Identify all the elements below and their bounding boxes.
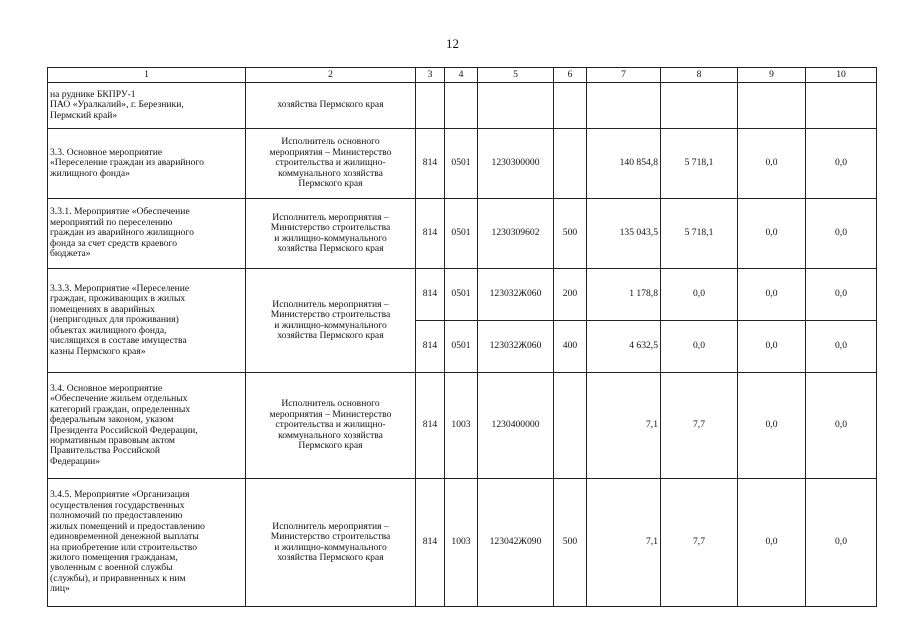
page-number: 12 xyxy=(446,36,459,51)
amount-col7: 135 043,5 xyxy=(587,199,661,269)
activity-name: 3.3.1. Мероприятие «Обеспечение мероприятий по переселению граждан из аварийного жилищного фонда за счет средств краевого бюджета» xyxy=(48,199,246,269)
column-number: 2 xyxy=(246,68,416,83)
target-article: 1230309602 xyxy=(478,199,554,269)
section-code: 0501 xyxy=(445,321,478,373)
amount-col7: 7,1 xyxy=(587,373,661,479)
column-number: 7 xyxy=(587,68,661,83)
amount-col8: 5 718,1 xyxy=(661,199,738,269)
table-row xyxy=(48,269,877,321)
activity-name: 3.3. Основное мероприятие «Переселение граждан из аварийного жилищного фонда» xyxy=(48,129,246,199)
amount-col7 xyxy=(587,83,661,129)
amount-col8: 7,7 xyxy=(661,479,738,607)
activity-name: на руднике БКПРУ-1 ПАО «Уралкалий», г. Березники, Пермский край» xyxy=(48,83,246,129)
table-row xyxy=(48,199,877,269)
admin-code: 814 xyxy=(416,479,445,607)
section-code: 0501 xyxy=(445,199,478,269)
column-number: 8 xyxy=(661,68,738,83)
executor: Исполнитель основного мероприятия – Министерство строительства и жилищно- коммунального хозяйства Пермского края xyxy=(246,373,416,479)
amount-col9: 0,0 xyxy=(738,479,806,607)
table-header-row xyxy=(48,68,877,83)
amount-col9: 0,0 xyxy=(738,199,806,269)
amount-col7: 7,1 xyxy=(587,479,661,607)
amount-col10: 0,0 xyxy=(806,321,877,373)
section-code: 0501 xyxy=(445,129,478,199)
target-article: 123032Ж060 xyxy=(478,321,554,373)
activity-name: 3.4.5. Мероприятие «Организация осуществления государственных полномочий по предоставлению жилых помещений и предоставлению единовременной денежной выплаты на приобретение или строительство жилого помещения гражданам, уволенным с военной службы (службы), и приравненных к ним лиц» xyxy=(48,479,246,607)
section-code xyxy=(445,83,478,129)
amount-col10 xyxy=(806,83,877,129)
target-article xyxy=(478,83,554,129)
amount-col10: 0,0 xyxy=(806,479,877,607)
section-code: 1003 xyxy=(445,479,478,607)
amount-col9: 0,0 xyxy=(738,129,806,199)
amount-col8: 0,0 xyxy=(661,269,738,321)
column-number: 6 xyxy=(554,68,587,83)
executor: Исполнитель основного мероприятия – Министерство строительства и жилищно- коммунального хозяйства Пермского края xyxy=(246,129,416,199)
amount-col10: 0,0 xyxy=(806,269,877,321)
amount-col9: 0,0 xyxy=(738,373,806,479)
admin-code: 814 xyxy=(416,129,445,199)
admin-code: 814 xyxy=(416,373,445,479)
expense-type: 500 xyxy=(554,479,587,607)
column-number: 5 xyxy=(478,68,554,83)
expense-type xyxy=(554,129,587,199)
target-article: 123042Ж090 xyxy=(478,479,554,607)
column-number: 9 xyxy=(738,68,806,83)
section-code: 1003 xyxy=(445,373,478,479)
executor: Исполнитель мероприятия – Министерство строительства и жилищно-коммунального хозяйства Пермского края xyxy=(246,269,416,373)
amount-col9: 0,0 xyxy=(738,321,806,373)
column-number: 3 xyxy=(416,68,445,83)
expense-type xyxy=(554,373,587,479)
amount-col7: 4 632,5 xyxy=(587,321,661,373)
target-article: 1230300000 xyxy=(478,129,554,199)
target-article: 1230400000 xyxy=(478,373,554,479)
column-number: 10 xyxy=(806,68,877,83)
amount-col10: 0,0 xyxy=(806,129,877,199)
amount-col10: 0,0 xyxy=(806,199,877,269)
column-number: 1 xyxy=(48,68,246,83)
table-row xyxy=(48,373,877,479)
table-row xyxy=(48,83,877,129)
table-row xyxy=(48,129,877,199)
section-code: 0501 xyxy=(445,269,478,321)
expense-type: 500 xyxy=(554,199,587,269)
amount-col8 xyxy=(661,83,738,129)
expense-type xyxy=(554,83,587,129)
expense-type: 400 xyxy=(554,321,587,373)
admin-code: 814 xyxy=(416,321,445,373)
target-article: 123032Ж060 xyxy=(478,269,554,321)
executor: хозяйства Пермского края xyxy=(246,83,416,129)
amount-col9: 0,0 xyxy=(738,269,806,321)
amount-col10: 0,0 xyxy=(806,373,877,479)
admin-code: 814 xyxy=(416,199,445,269)
amount-col9 xyxy=(738,83,806,129)
amount-col7: 1 178,8 xyxy=(587,269,661,321)
admin-code xyxy=(416,83,445,129)
amount-col8: 7,7 xyxy=(661,373,738,479)
amount-col8: 0,0 xyxy=(661,321,738,373)
executor: Исполнитель мероприятия – Министерство строительства и жилищно-коммунального хозяйства Пермского края xyxy=(246,479,416,607)
column-number: 4 xyxy=(445,68,478,83)
expense-type: 200 xyxy=(554,269,587,321)
table-row xyxy=(48,479,877,607)
executor: Исполнитель мероприятия – Министерство строительства и жилищно-коммунального хозяйства Пермского края xyxy=(246,199,416,269)
amount-col8: 5 718,1 xyxy=(661,129,738,199)
activity-name: 3.3.3. Мероприятие «Переселение граждан, проживающих в жилых помещениях в аварийных (непригодных для проживания) объектах жилищного фонда, числящихся в составе имущества казны Пермского края» xyxy=(48,269,246,373)
activity-name: 3.4. Основное мероприятие «Обеспечение жильем отдельных категорий граждан, определенных федеральным законом, указом Президента Российской Федерации, нормативным правовым актом Правительства Российской Федерации» xyxy=(48,373,246,479)
budget-table xyxy=(47,67,877,607)
amount-col7: 140 854,8 xyxy=(587,129,661,199)
admin-code: 814 xyxy=(416,269,445,321)
